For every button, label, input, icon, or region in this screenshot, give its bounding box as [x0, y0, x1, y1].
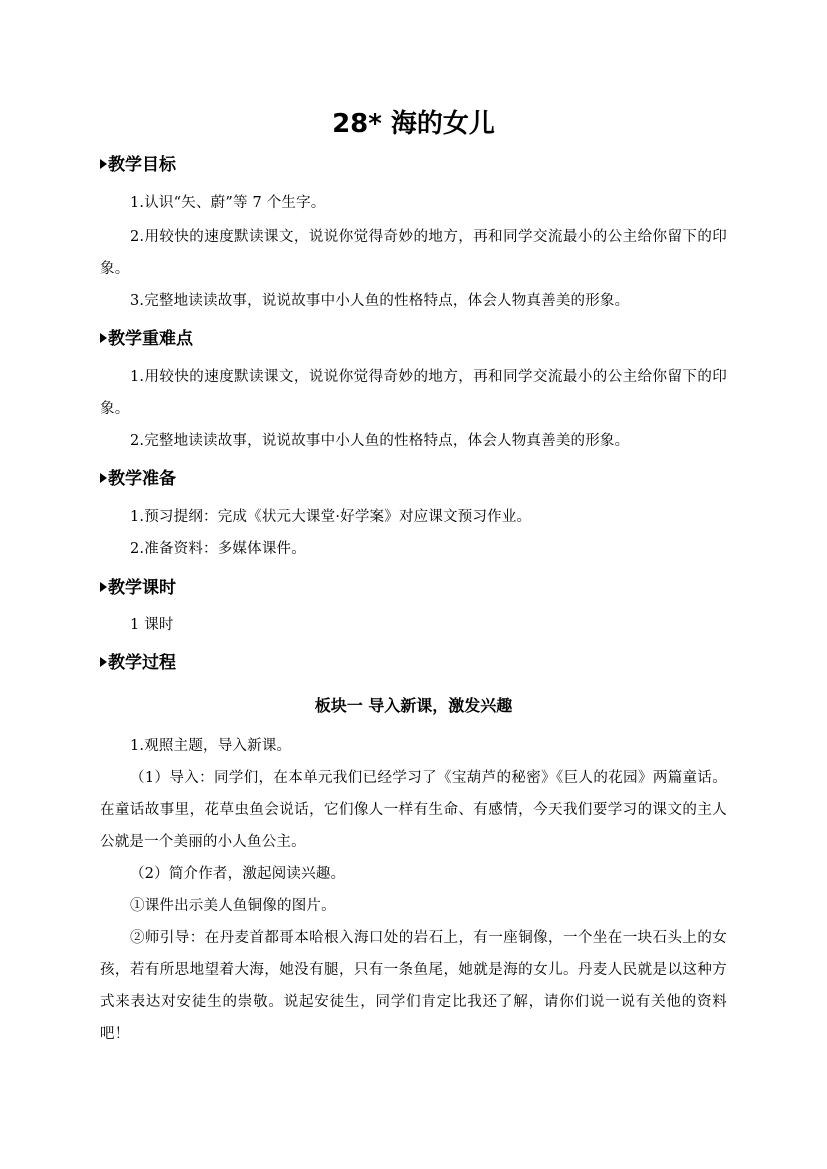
section-heading-label: 教学目标	[108, 155, 176, 175]
section-heading-label: 教学过程	[108, 653, 176, 673]
triangle-bullet-icon	[100, 582, 107, 592]
section-heading-label: 教学准备	[108, 469, 176, 489]
triangle-bullet-icon	[100, 159, 107, 169]
section-heading-label: 教学课时	[108, 578, 176, 598]
section-heading-periods	[100, 576, 176, 600]
process-item-2: （1）导入：同学们，在本单元我们已经学习了《宝葫芦的秘密》《巨人的花园》两篇童话。在童话故事里，花草虫鱼会说话，它们像人一样有生命、有感情，今天我们要学习的课文的主人公就是一个美丽的小人鱼公主。	[100, 770, 727, 850]
triangle-bullet-icon	[100, 657, 107, 667]
key-point-item-2: 2.完整地读读故事，说说故事中小人鱼的性格特点，体会人物真善美的形象。	[130, 433, 630, 449]
goal-item-3: 3.完整地读读故事，说说故事中小人鱼的性格特点，体会人物真善美的形象。	[130, 293, 630, 309]
document-title: 28* 海的女儿	[332, 109, 495, 139]
section-heading-key-points	[100, 327, 193, 351]
goal-item-2: 2.用较快的速度默读课文，说说你觉得奇妙的地方，再和同学交流最小的公主给你留下的印象。	[100, 229, 727, 277]
triangle-bullet-icon	[100, 473, 107, 483]
section-heading-process	[100, 651, 176, 675]
section-heading-label: 教学重难点	[108, 329, 193, 349]
block-one-title: 板块一 导入新课，激发兴趣	[314, 696, 513, 715]
preparation-item-2: 2.准备资料：多媒体课件。	[130, 541, 306, 557]
section-heading-preparation	[100, 467, 176, 491]
process-item-3: （2）简介作者，激起阅读兴趣。	[130, 866, 346, 882]
section-heading-goals	[100, 153, 176, 177]
key-point-item-1: 1.用较快的速度默读课文，说说你觉得奇妙的地方，再和同学交流最小的公主给你留下的印象。	[100, 369, 727, 417]
triangle-bullet-icon	[100, 333, 107, 343]
process-item-5: ②师引导：在丹麦首都哥本哈根入海口处的岩石上，有一座铜像，一个坐在一块石头上的女孩，若有所思地望着大海，她没有腿，只有一条鱼尾，她就是海的女儿。丹麦人民就是以这种方式来表达对安徒生的崇敬。说起安徒生，同学们肯定比我还了解，请你们说一说有关他的资料吧！	[100, 930, 727, 1042]
preparation-item-1: 1.预习提纲：完成《状元大课堂·好学案》对应课文预习作业。	[130, 509, 532, 525]
goal-item-1: 1.认识“矢、蔚”等 7 个生字。	[130, 195, 326, 211]
periods-item-1: 1 课时	[130, 617, 174, 633]
process-item-1: 1.观照主题，导入新课。	[130, 738, 292, 754]
process-item-4: ①课件出示美人鱼铜像的图片。	[130, 898, 336, 914]
